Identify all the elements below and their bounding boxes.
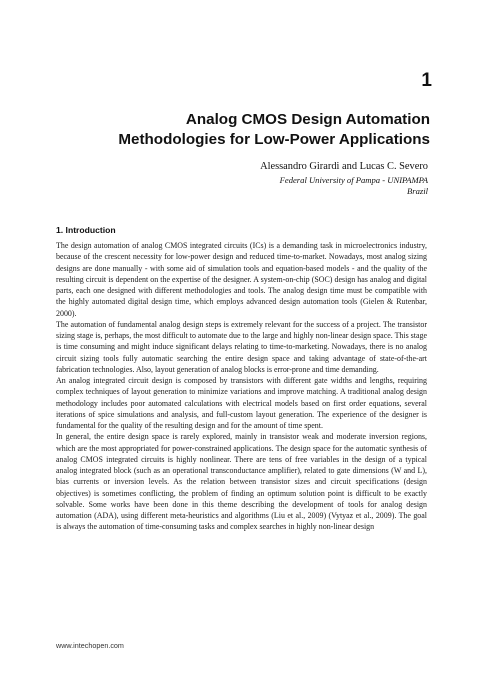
chapter-title (30, 110, 430, 150)
paragraph: In general, the entire design space is rarely explored, mainly in transistor weak and moderate inversion regions, which are the most appropriated for power-constrained applications. The design space for the automatic synthesis of analog CMOS integrated circuits is highly nonlinear. There are tens of free variables in the design of a typical analog integrated block (such as an operational transconductance amplifier), related to gate dimensions (W and L), bias currents or inversion levels. As the relation between transistor sizes and circuit specifications (design objectives) is sometimes conflicting, the problem of finding an optimum solution point is difficult to be exactly solvable. Some works have been done in this theme describing the development of tools for analog design automation (ADA), using different meta-heuristics and algorithms (Liu et al., 2009) (Vytyaz et al., 2009). The goal is always the automation of time-consuming tasks and complex searches in highly non-linear design (56, 432, 427, 532)
body-text (56, 240, 427, 533)
affiliation-university: Federal University of Pampa - UNIPAMPA (279, 175, 428, 185)
title-line-2: Methodologies for Low-Power Applications (118, 131, 430, 148)
affiliation (128, 175, 428, 197)
paragraph: The design automation of analog CMOS integrated circuits (ICs) is a demanding task in microelectronics industry, because of the crescent necessity for low-power design and reduced time-to-market. Nowadays, most analog sizing designs are done manually - with some aid of simulation tools and equation-based models - and the quality of the resulting circuit is dependent on the expertise of the designer. A system-on-chip (SOC) design has analog and digital parts, each one designed with different methodologies and tools. The analog design time must be compatible with the highly automated digital design time, which employs advanced design automation tools (Gielen & Rutenbar, 2000). (56, 241, 427, 318)
title-line-1: Analog CMOS Design Automation (185, 111, 430, 128)
author-names: Alessandro Girardi and Lucas C. Severo (260, 161, 428, 172)
chapter-number: 1 (421, 70, 432, 91)
footer-url[interactable]: www.intechopen.com (56, 641, 124, 650)
paragraph: An analog integrated circuit design is composed by transistors with different gate widths and lengths, requiring complex techniques of layout generation to minimize variations and improve matching. A traditional analog design methodology includes poor automated calculations with electrical models based on first order equations, several iterations of spice simulations and analysis, and full-custom layout generation. The experience of the designer is fundamental for the quality of the resulting design and for the amount of time spent. (56, 376, 427, 430)
paragraph: The automation of fundamental analog design steps is extremely relevant for the success of a project. The transistor sizing stage is, perhaps, the most difficult to automate due to the large and highly non-linear design space. This stage is time consuming and might induce significant delays relating to time-to-marketing. Nowadays, there is no analog circuit sizing tools fully automatic searching the entire design space and taking advantage of state-of-the-art fabrication technologies. Also, layout generation of analog blocks is error-prone and time demanding. (56, 319, 427, 374)
section-heading: 1. Introduction (56, 225, 116, 235)
affiliation-country: Brazil (406, 186, 428, 196)
